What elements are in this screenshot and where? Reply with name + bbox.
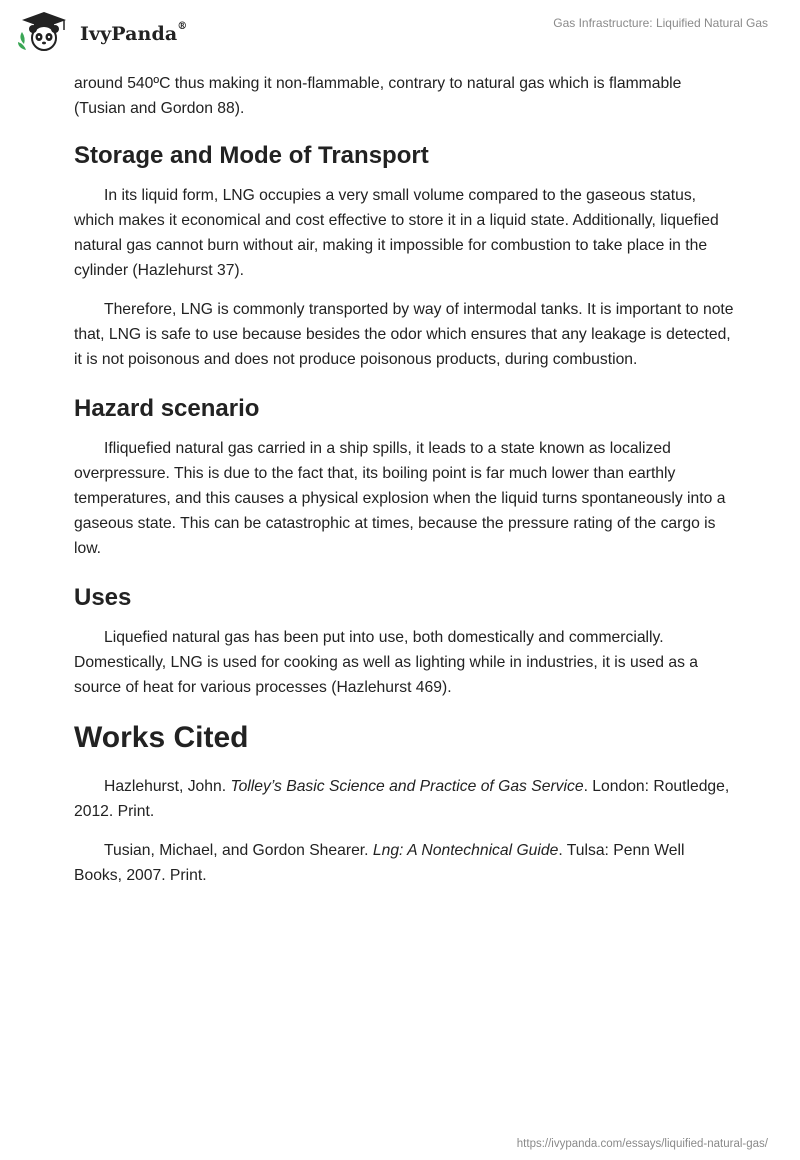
logo-wordmark: IvyPanda® [80,21,188,45]
works-cited-heading: Works Cited [74,721,249,754]
storage-paragraph-2: Therefore, LNG is commonly transported by way of intermodal tanks. It is important to note that, LNG is safe to use because besides the odor which ensures that any leakage is detected, it is not poisonous and does not produce poisonous products, during combustion. [74,301,734,368]
document-title: Gas Infrastructure: Liquified Natural Gas [553,16,768,30]
panda-graduate-icon [14,10,74,52]
ivypanda-logo[interactable] [14,10,187,52]
essay-body [74,71,734,902]
section-heading-hazard: Hazard scenario [74,395,260,422]
storage-paragraph-1: In its liquid form, LNG occupies a very small volume compared to the gaseous status, which makes it economical and cost effective to store it in a liquid state. Additionally, liquefied natural gas cannot burn without air, making it impossible for combustion to take place in the cylinder (Hazlehurst 37). [74,187,719,279]
page-header [0,0,800,62]
hazard-paragraph: Ifliquefied natural gas carried in a ship spills, it leads to a state known as localized overpressure. This is due to the fact that, its boiling point is far much lower than earthly temperatures, and this causes a physical explosion when the liquid turns spontaneously into a gaseous state. This can be catastrophic at times, because the pressure rating of the cargo is low. [74,440,726,557]
citation-entry: Tusian, Michael, and Gordon Shearer. Lng: A Nontechnical Guide. Tulsa: Penn Well Books, 2007. Print. [74,842,685,884]
section-heading-storage: Storage and Mode of Transport [74,142,429,169]
citation-entry: Hazlehurst, John. Tolley’s Basic Science and Practice of Gas Service. London: Routledge, 2012. Print. [74,778,730,820]
source-url-link[interactable]: https://ivypanda.com/essays/liquified-natural-gas/ [516,1138,768,1150]
uses-paragraph: Liquefied natural gas has been put into use, both domestically and commercially. Domestically, LNG is used for cooking as well as lighting while in industries, it is used as a source of heat for various processes (Hazlehurst 469). [74,629,698,696]
section-heading-uses: Uses [74,584,132,611]
intro-continuation-paragraph: around 540ºC thus making it non-flammable, contrary to natural gas which is flammable (Tusian and Gordon 88). [74,75,682,117]
